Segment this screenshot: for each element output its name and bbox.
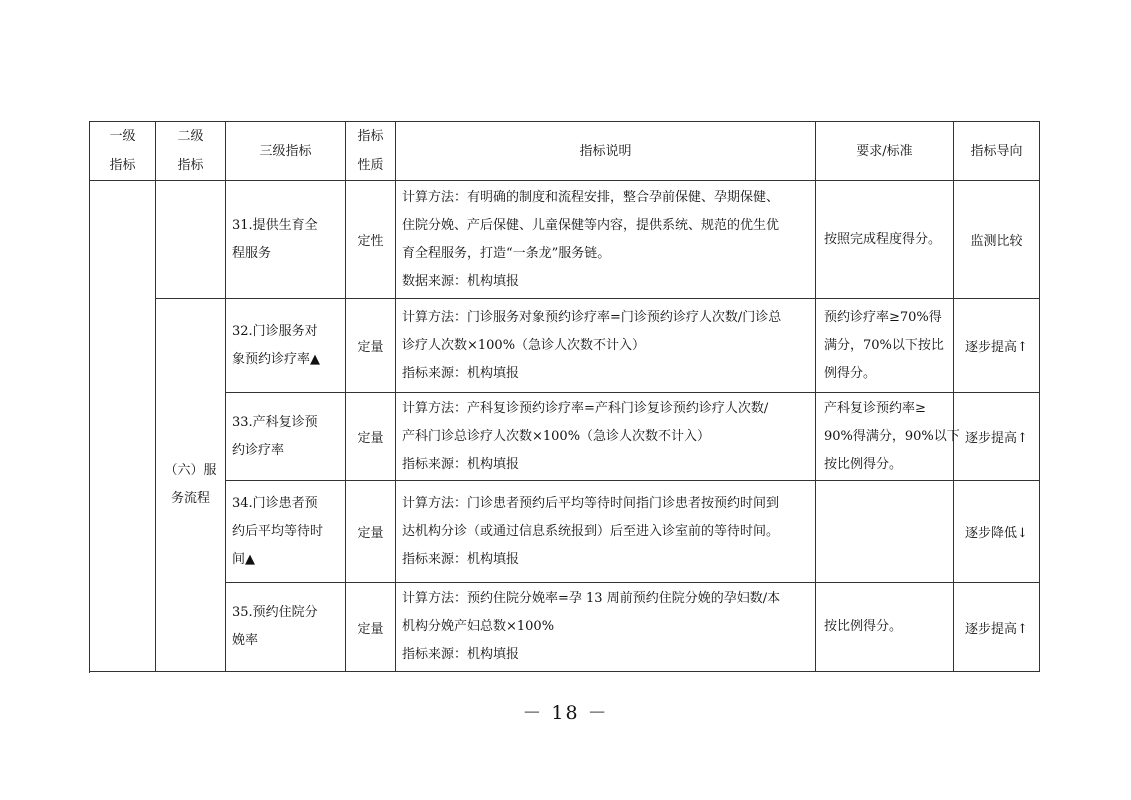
- level3-line: 间▲: [232, 551, 255, 567]
- direction-cell: 逐步提高↑: [954, 583, 1040, 672]
- header-requirement: 要求/标准: [816, 122, 954, 181]
- level3-line: 32.门诊服务对: [232, 323, 318, 339]
- level3-cell: [226, 393, 346, 481]
- requirement-line: 产科复诊预约率≥: [824, 400, 926, 416]
- description-line: 指标来源：机构填报: [402, 365, 520, 381]
- direction-cell: 监测比较: [954, 181, 1040, 299]
- description-line: 诊疗人次数×100%（急诊人次数不计入）: [402, 337, 646, 353]
- nature-cell: 定量: [346, 481, 396, 583]
- header-nature: [346, 122, 396, 181]
- table-row: [90, 181, 1040, 299]
- header-nature-line2: 性质: [357, 158, 384, 173]
- table-row: [90, 583, 1040, 672]
- level2-group-cell: [156, 299, 226, 672]
- requirement-cell-empty: [816, 481, 954, 583]
- level3-line: 35.预约住院分: [232, 605, 318, 620]
- page-number: － 18 －: [522, 702, 609, 724]
- requirement-line: 按比例得分。: [824, 456, 903, 472]
- header-level1-line1: 一级: [109, 129, 136, 144]
- level3-cell: [226, 299, 346, 393]
- header-direction: 指标导向: [954, 122, 1040, 181]
- level3-cell: [226, 481, 346, 583]
- header-level1: [90, 122, 156, 181]
- header-description: 指标说明: [396, 122, 816, 181]
- description-line: 计算方法：预约住院分娩率=孕 13 周前预约住院分娩的孕妇数/本: [402, 591, 781, 606]
- group-label-line: （六）服: [164, 463, 217, 478]
- indicator-table: [89, 121, 1040, 672]
- description-line: 数据来源：机构填报: [402, 273, 520, 289]
- requirement-line: 按照完成程度得分。: [824, 231, 942, 247]
- level1-cell: [90, 181, 156, 672]
- description-cell: [396, 181, 816, 299]
- description-line: 住院分娩、产后保健、儿童保健等内容，提供系统、规范的优生优: [402, 217, 780, 233]
- direction-cell: 逐步提高↑: [954, 393, 1040, 481]
- table-row: [90, 481, 1040, 583]
- header-level3: 三级指标: [226, 122, 346, 181]
- requirement-cell: [816, 181, 954, 299]
- requirement-cell: [816, 299, 954, 393]
- requirement-cell: [816, 583, 954, 672]
- nature-cell: 定量: [346, 393, 396, 481]
- level3-line: 娩率: [232, 633, 259, 648]
- description-cell: [396, 583, 816, 672]
- header-level2-line2: 指标: [177, 158, 204, 173]
- nature-cell: 定量: [346, 583, 396, 672]
- description-cell: [396, 299, 816, 393]
- requirement-cell: [816, 393, 960, 481]
- level3-line: 34.门诊患者预: [232, 495, 318, 511]
- level3-line: 约诊疗率: [232, 442, 285, 458]
- level3-cell: [226, 181, 346, 299]
- description-line: 育全程服务，打造“一条龙”服务链。: [402, 245, 611, 261]
- level2-cell-empty: [156, 181, 226, 299]
- group-label-line: 务流程: [170, 491, 210, 506]
- description-line: 指标来源：机构填报: [402, 456, 520, 472]
- level3-line: 程服务: [232, 245, 272, 261]
- header-level1-line2: 指标: [109, 158, 136, 173]
- description-line: 产科门诊总诊疗人次数×100%（急诊人次数不计入）: [402, 428, 711, 444]
- header-level2-line1: 二级: [177, 129, 204, 144]
- requirement-line: 例得分。: [824, 365, 877, 381]
- direction-cell: 逐步提高↑: [954, 299, 1040, 393]
- nature-cell: 定性: [346, 181, 396, 299]
- header-level2: [156, 122, 226, 181]
- table-row: [90, 299, 1040, 393]
- level3-line: 象预约诊疗率▲: [232, 351, 320, 367]
- description-line: 计算方法：有明确的制度和流程安排，整合孕前保健、孕期保健、: [402, 189, 780, 205]
- level3-cell: [226, 583, 346, 672]
- description-line: 计算方法：产科复诊预约诊疗率=产科门诊复诊预约诊疗人次数/: [402, 400, 769, 416]
- header-nature-line1: 指标: [357, 129, 384, 144]
- nature-cell: 定量: [346, 299, 396, 393]
- level3-line: 33.产科复诊预: [232, 414, 318, 430]
- description-cell: [396, 481, 816, 583]
- description-line: 指标来源：机构填报: [402, 647, 520, 662]
- direction-cell: 逐步降低↓: [954, 481, 1040, 583]
- requirement-line: 预约诊疗率≥70%得: [824, 309, 942, 325]
- description-cell: [396, 393, 816, 481]
- level3-line: 31.提供生育全: [232, 217, 318, 233]
- description-line: 计算方法：门诊服务对象预约诊疗率=门诊预约诊疗人次数/门诊总: [402, 309, 782, 325]
- requirement-line: 按比例得分。: [824, 619, 903, 634]
- level3-line: 约后平均等待时: [232, 523, 324, 539]
- table-row: [90, 393, 1040, 481]
- header-row: [90, 122, 1040, 181]
- description-line: 机构分娩产妇总数×100%: [402, 619, 555, 634]
- requirement-line: 满分，70%以下按比: [824, 337, 944, 353]
- requirement-line: 90%得满分，90%以下: [824, 428, 960, 444]
- description-line: 达机构分诊（或通过信息系统报到）后至进入诊室前的等待时间。: [402, 523, 780, 539]
- description-line: 指标来源：机构填报: [402, 551, 520, 567]
- description-line: 计算方法：门诊患者预约后平均等待时间指门诊患者按预约时间到: [402, 495, 780, 511]
